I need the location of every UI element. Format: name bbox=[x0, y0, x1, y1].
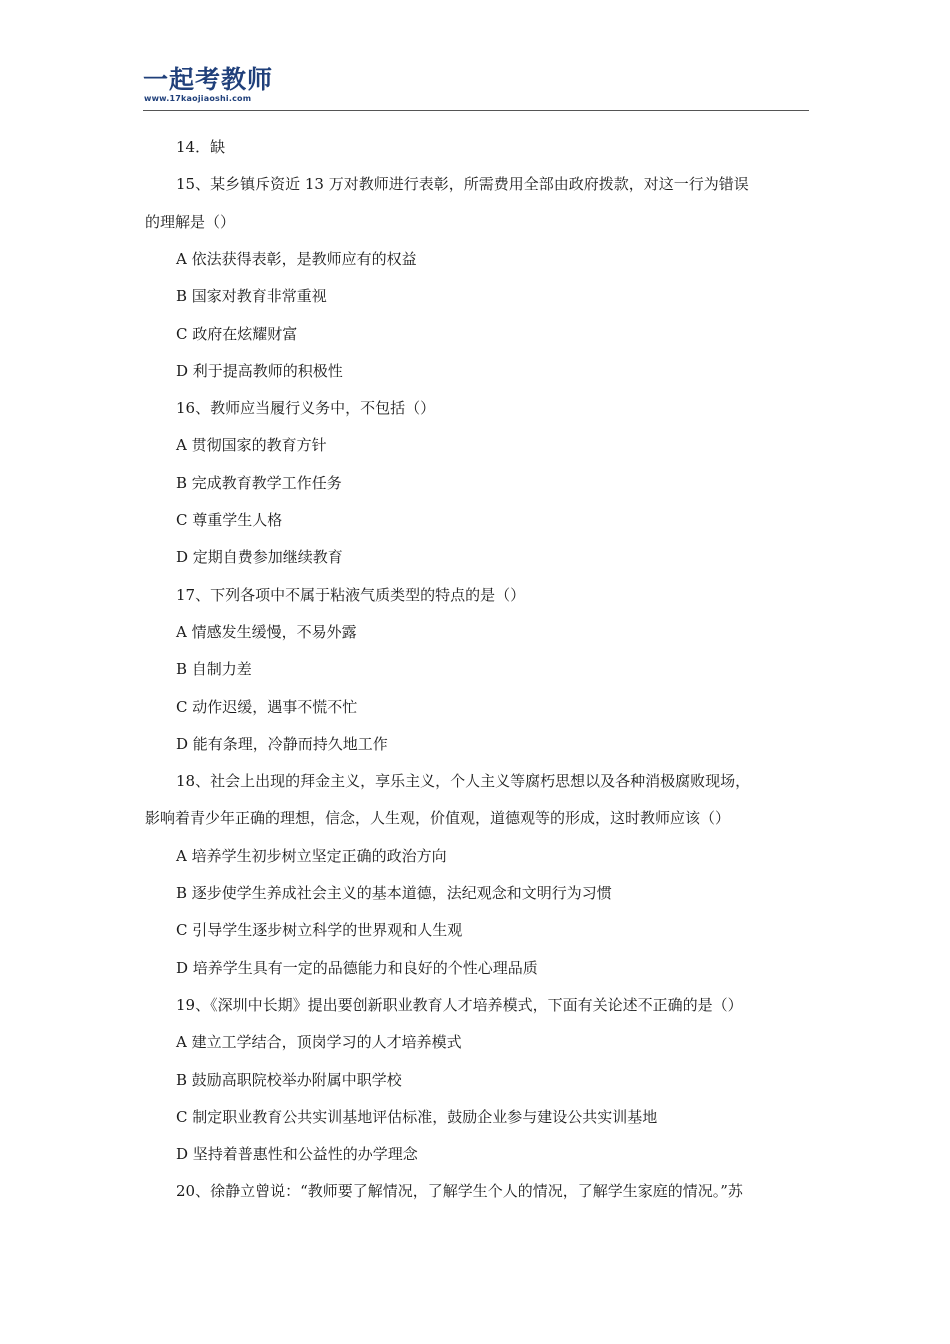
text-line: A 培养学生初步树立坚定正确的政治方向 bbox=[176, 847, 447, 865]
text-line: B 鼓励高职院校举办附属中职学校 bbox=[176, 1071, 402, 1089]
text-line: B 完成教育教学工作任务 bbox=[176, 474, 342, 492]
text-line: B 逐步使学生养成社会主义的基本道德，法纪观念和文明行为习惯 bbox=[176, 884, 612, 902]
text-line: B 国家对教育非常重视 bbox=[176, 287, 327, 305]
text-line: 影响着青少年正确的理想，信念，人生观，价值观，道德观等的形成，这时教师应该（） bbox=[145, 809, 731, 827]
text-line: D 利于提高教师的积极性 bbox=[176, 362, 343, 380]
text-line: 20、徐静立曾说：“教师要了解情况，了解学生个人的情况，了解学生家庭的情况。”苏 bbox=[176, 1182, 743, 1200]
text-line: A 依法获得表彰，是教师应有的权益 bbox=[176, 250, 417, 268]
text-line: 18、社会上出现的拜金主义，享乐主义，个人主义等腐朽思想以及各种消极腐败现场， bbox=[176, 772, 751, 790]
text-line: A 情感发生缓慢，不易外露 bbox=[176, 623, 357, 641]
logo-url: www.17kaojiaoshi.com bbox=[144, 94, 252, 103]
logo: 一起考教师 bbox=[143, 65, 274, 94]
text-line: C 动作迟缓，遇事不慌不忙 bbox=[176, 698, 358, 716]
text-line: A 贯彻国家的教育方针 bbox=[176, 436, 327, 454]
text-line: 17、下列各项中不属于粘液气质类型的特点的是（） bbox=[176, 586, 526, 604]
text-line: 15、某乡镇斥资近 13 万对教师进行表彰，所需费用全部由政府拨款，对这一行为错误 bbox=[176, 175, 749, 193]
text-line: B 自制力差 bbox=[176, 660, 252, 678]
text-line: D 定期自费参加继续教育 bbox=[176, 548, 343, 566]
text-line: 16、教师应当履行义务中，不包括（） bbox=[176, 399, 436, 417]
text-line: 的理解是（） bbox=[145, 213, 236, 231]
text-line: 19、《深圳中长期》提出要创新职业教育人才培养模式，下面有关论述不正确的是（） bbox=[176, 996, 743, 1014]
text-line: C 尊重学生人格 bbox=[176, 511, 283, 529]
text-line: C 引导学生逐步树立科学的世界观和人生观 bbox=[176, 921, 463, 939]
text-line: D 坚持着普惠性和公益性的办学理念 bbox=[176, 1145, 418, 1163]
text-line: A 建立工学结合，顶岗学习的人才培养模式 bbox=[176, 1033, 462, 1051]
text-line: 14．缺 bbox=[176, 138, 226, 156]
text-line: C 制定职业教育公共实训基地评估标准，鼓励企业参与建设公共实训基地 bbox=[176, 1108, 658, 1126]
text-line: D 培养学生具有一定的品德能力和良好的个性心理品质 bbox=[176, 959, 538, 977]
page-header bbox=[143, 66, 809, 111]
text-line: C 政府在炫耀财富 bbox=[176, 325, 298, 343]
text-line: D 能有条理，冷静而持久地工作 bbox=[176, 735, 388, 753]
